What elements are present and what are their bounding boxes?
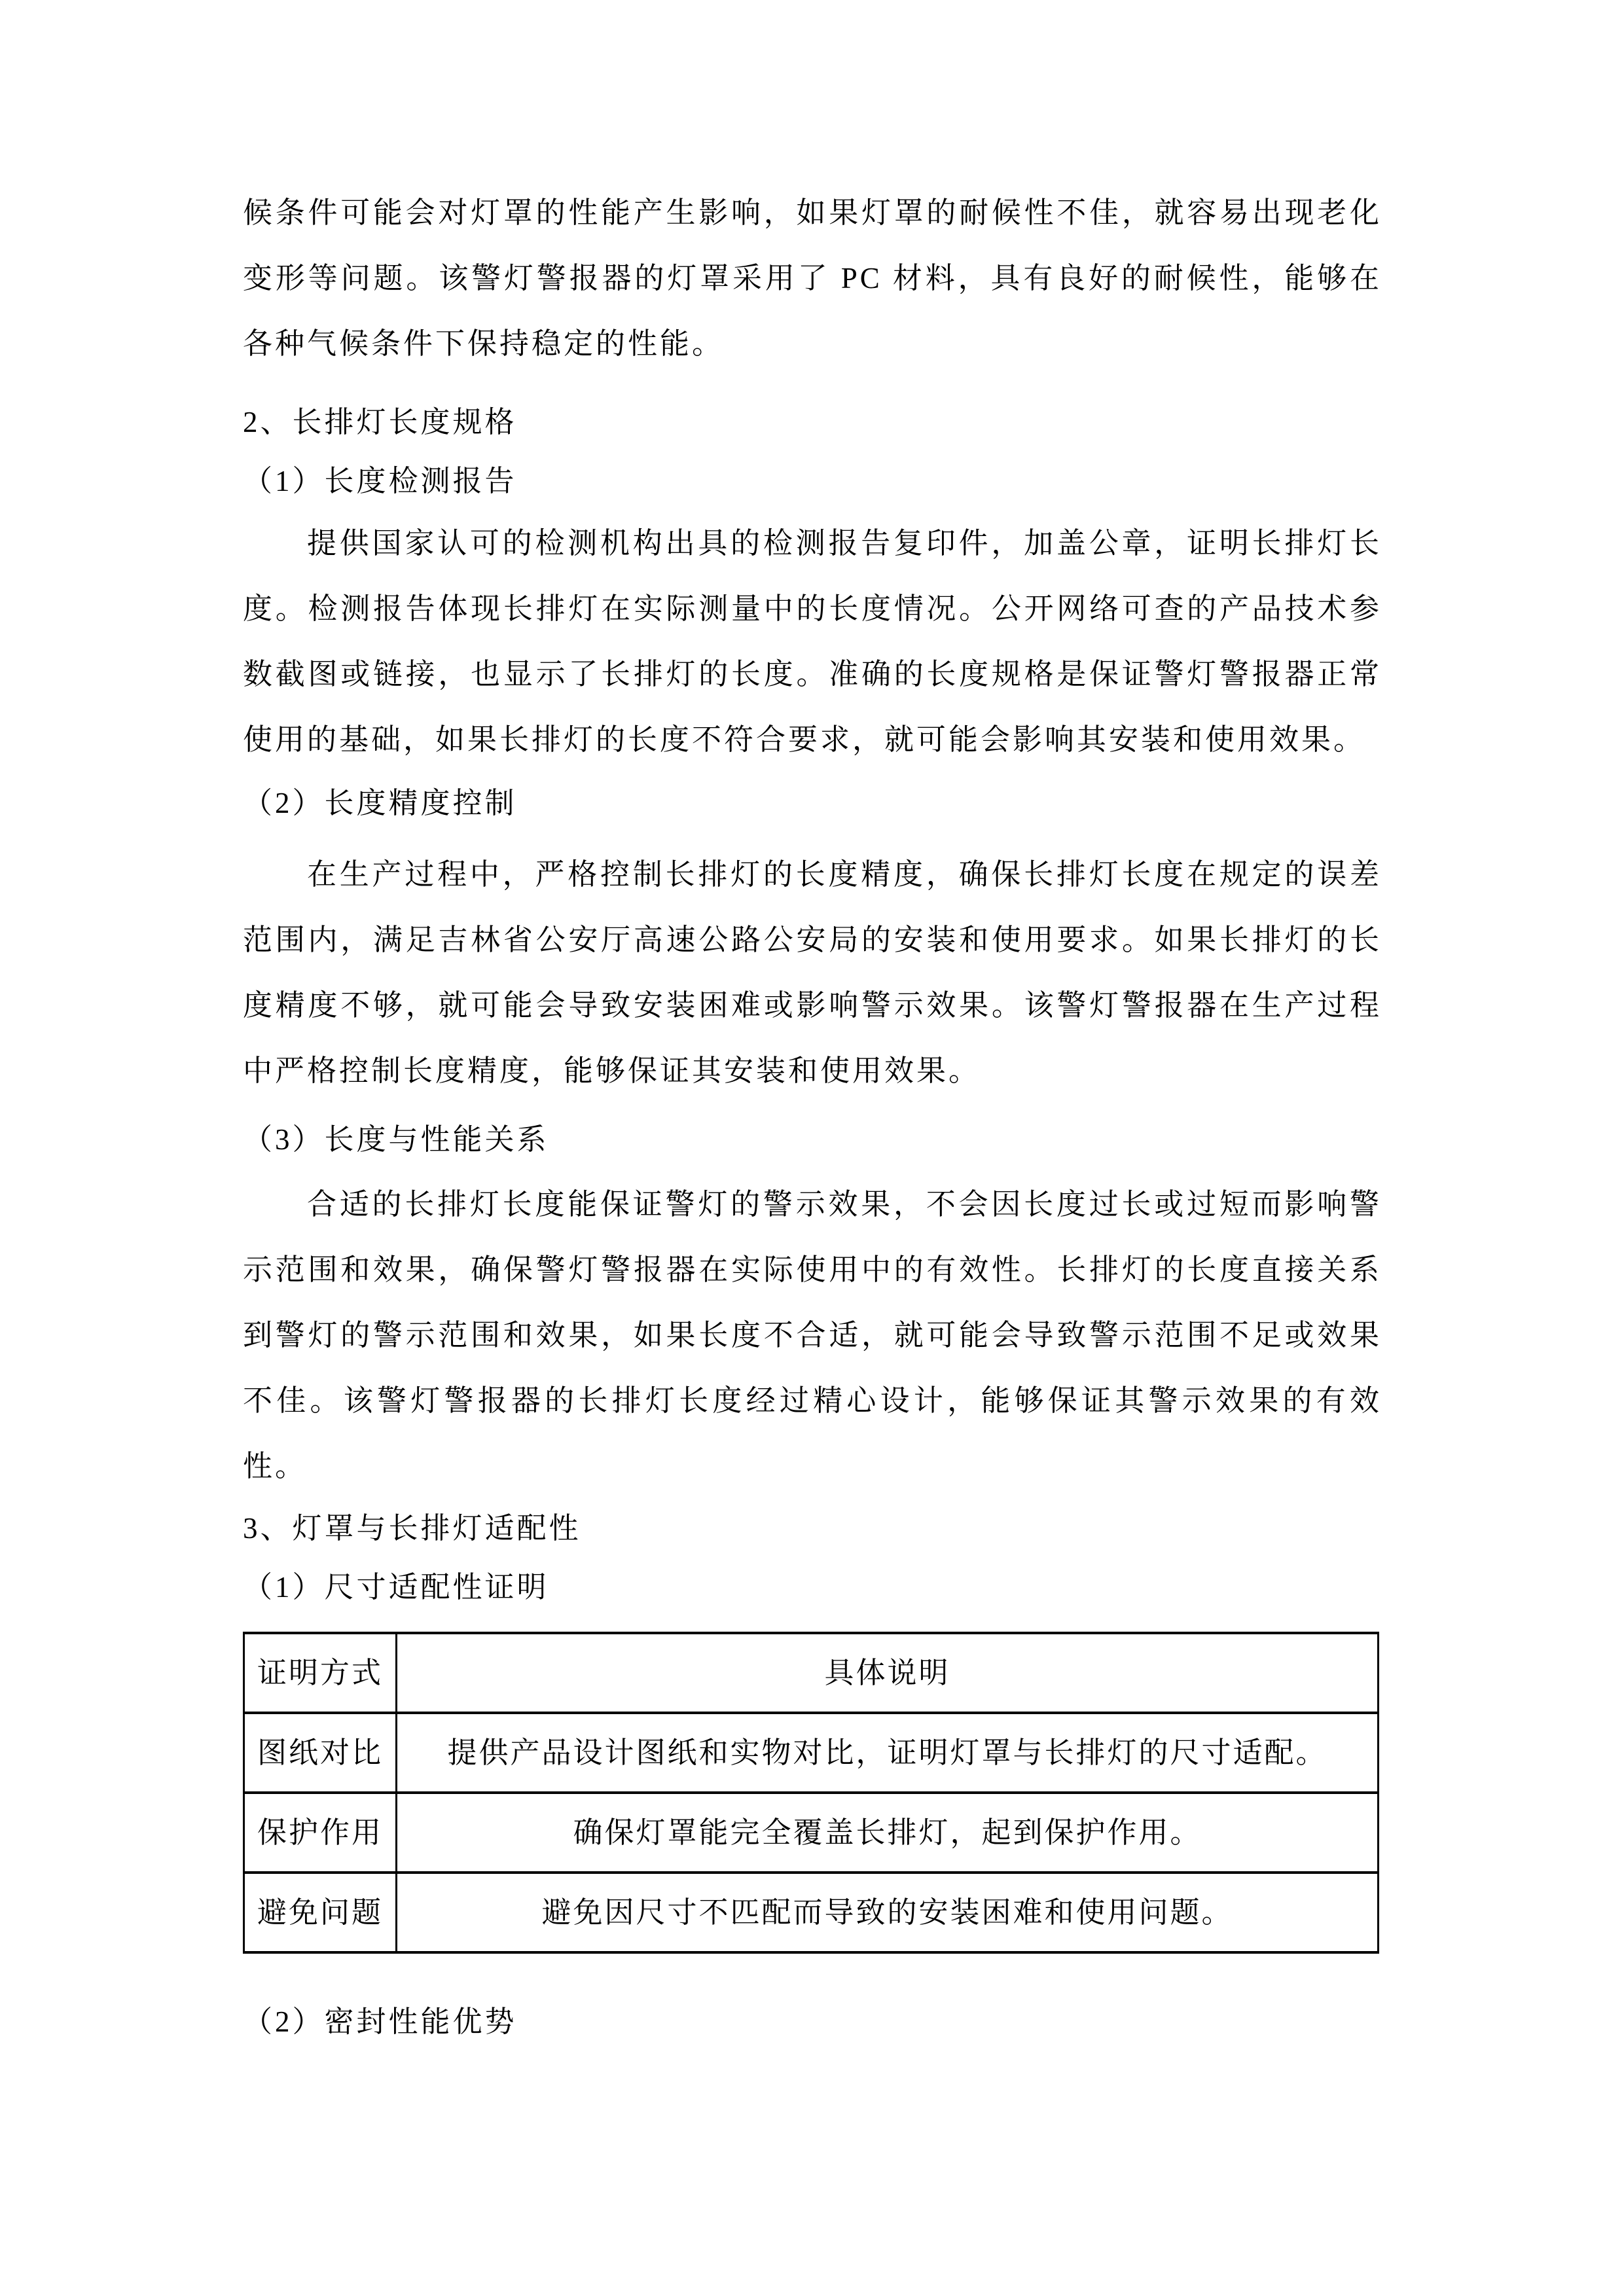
table-header-row bbox=[244, 1633, 1379, 1713]
row-label-cell: 图纸对比 bbox=[244, 1713, 397, 1793]
size-compatibility-table bbox=[243, 1632, 1379, 1954]
row-desc-cell: 提供产品设计图纸和实物对比，证明灯罩与长排灯的尺寸适配。 bbox=[397, 1713, 1379, 1793]
table-row bbox=[244, 1713, 1379, 1793]
heading-3-1-size-compatibility-proof: （1）尺寸适配性证明 bbox=[243, 1571, 549, 1604]
document-content bbox=[243, 180, 1382, 2051]
table-row bbox=[244, 1873, 1379, 1952]
heading-section-3-cover-compatibility: 3、灯罩与长排灯适配性 bbox=[243, 1512, 581, 1545]
table-header-proof-method: 证明方式 bbox=[244, 1633, 397, 1713]
heading-2-1-length-test-report: （1）长度检测报告 bbox=[243, 465, 517, 497]
paragraph-length-performance: 合适的长排灯长度能保证警灯的警示效果，不会因长度过长或过短而影响警示范围和效果，确保警灯警报器在实际使用中的有效性。长排灯的长度直接关系到警灯的警示范围和效果，如果长度不合适，就可能会导致警示范围不足或效果不佳。该警灯警报器的长排灯长度经过精心设计，能够保证其警示效果的有效性。 bbox=[243, 1188, 1382, 1482]
heading-3-2-sealing-performance: （2）密封性能优势 bbox=[243, 2005, 517, 2038]
row-label-cell: 保护作用 bbox=[244, 1793, 397, 1873]
paragraph-length-test-report: 提供国家认可的检测机构出具的检测报告复印件，加盖公章，证明长排灯长度。检测报告体现长排灯在实际测量中的长度情况。公开网络可查的产品技术参数截图或链接，也显示了长排灯的长度。准确的长度规格是保证警灯警报器正常使用的基础，如果长排灯的长度不符合要求，就可能会影响其安装和使用效果。 bbox=[243, 527, 1382, 756]
heading-2-3-length-performance: （3）长度与性能关系 bbox=[243, 1123, 549, 1156]
heading-section-2-length-spec: 2、长排灯长度规格 bbox=[243, 406, 517, 439]
row-desc-cell: 避免因尺寸不匹配而导致的安装困难和使用问题。 bbox=[397, 1873, 1379, 1952]
row-desc-cell: 确保灯罩能完全覆盖长排灯，起到保护作用。 bbox=[397, 1793, 1379, 1873]
row-label-cell: 避免问题 bbox=[244, 1873, 397, 1952]
table-row bbox=[244, 1793, 1379, 1873]
heading-2-2-length-precision: （2）长度精度控制 bbox=[243, 787, 517, 819]
paragraph-length-precision: 在生产过程中，严格控制长排灯的长度精度，确保长排灯长度在规定的误差范围内，满足吉林省公安厅高速公路公安局的安装和使用要求。如果长排灯的长度精度不够，就可能会导致安装困难或影响警示效果。该警灯警报器在生产过程中严格控制长度精度，能够保证其安装和使用效果。 bbox=[243, 858, 1382, 1087]
paragraph-weather-resistance: 候条件可能会对灯罩的性能产生影响，如果灯罩的耐候性不佳，就容易出现老化变形等问题。该警灯警报器的灯罩采用了 PC 材料，具有良好的耐候性，能够在各种气候条件下保持稳定的性能。 bbox=[243, 196, 1382, 360]
table-header-description: 具体说明 bbox=[397, 1633, 1379, 1713]
